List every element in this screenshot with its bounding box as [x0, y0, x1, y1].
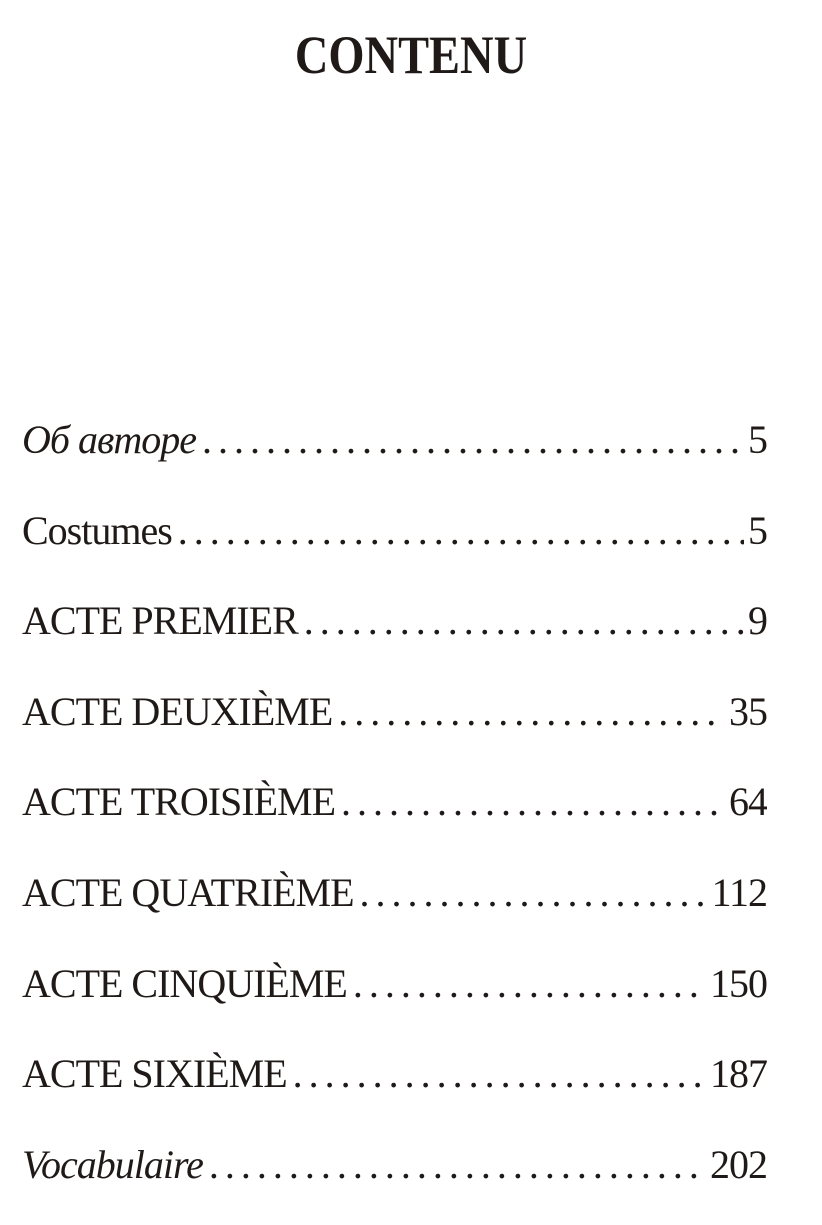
toc-entry-page-number: 150 [710, 960, 767, 1006]
toc-entry-title: ACTE SIXIÈME [22, 1051, 287, 1097]
dot-leader [341, 772, 725, 832]
toc-entry-title: Об авторе [22, 417, 197, 462]
toc-entry-title: ACTE DEUXIÈME [22, 688, 333, 734]
toc-entry[interactable] [22, 954, 767, 1045]
toc-entry-page-number: 9 [748, 598, 767, 644]
toc-entry[interactable] [22, 410, 767, 501]
toc-entry[interactable] [22, 1044, 767, 1135]
dot-leader [360, 863, 708, 923]
toc-entry-page-number: 64 [729, 779, 767, 825]
dot-leader [293, 1044, 706, 1104]
toc-entry[interactable] [22, 501, 767, 592]
toc-entry-title: ACTE CINQUIÈME [22, 960, 347, 1006]
toc-entry-page-number: 202 [710, 1141, 767, 1187]
toc-entry-page-number: 5 [748, 507, 767, 553]
toc-entry-page-number: 112 [711, 869, 767, 915]
dot-leader [178, 501, 744, 561]
toc-entry-page-number: 187 [710, 1051, 767, 1097]
dot-leader [304, 591, 744, 651]
contents-heading: CONTENU [294, 25, 528, 85]
toc-entry[interactable] [22, 772, 767, 863]
toc-entry-title: ACTE QUATRIÈME [22, 869, 354, 915]
toc-entry-page-number: 35 [729, 688, 767, 734]
dot-leader [202, 410, 744, 470]
toc-entry-page-number: 5 [748, 417, 767, 462]
toc-entry-title: ACTE PREMIER [22, 598, 298, 644]
toc-entry-title: ACTE TROISIÈME [22, 779, 336, 825]
dot-leader [209, 1135, 706, 1195]
toc-entry[interactable] [22, 591, 767, 682]
toc-entry[interactable] [22, 682, 767, 773]
dot-leader [338, 682, 725, 742]
dot-leader [353, 954, 706, 1014]
table-of-contents [22, 410, 767, 1225]
toc-entry-title: Costumes [22, 507, 172, 553]
toc-entry-title: Vocabulaire [22, 1141, 203, 1187]
toc-entry[interactable] [22, 863, 767, 954]
toc-entry[interactable] [22, 1135, 767, 1225]
